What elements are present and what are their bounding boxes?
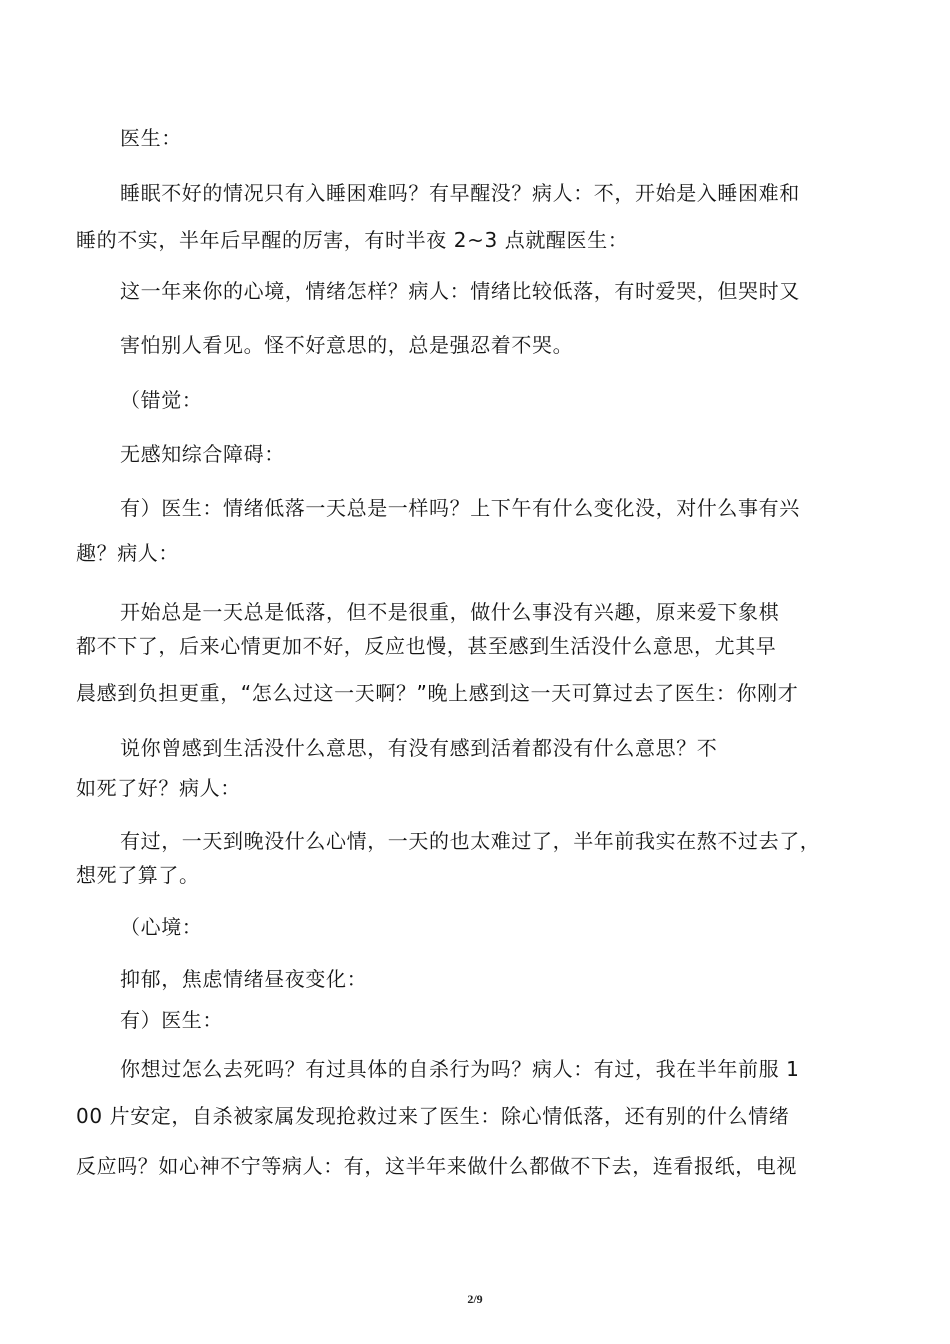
text-line: 开始总是一天总是低落，但不是很重，做什么事没有兴趣，原来爱下象棋: [120, 600, 780, 624]
page-number: 2/9: [467, 1292, 483, 1306]
text-line: 有）医生：: [120, 1008, 223, 1032]
text-line: 想死了算了。: [76, 863, 200, 887]
text-line: 睡眠不好的情况只有入睡困难吗？有早醒没？病人：不，开始是入睡困难和: [120, 181, 800, 205]
text-line: 这一年来你的心境，情绪怎样？病人：情绪比较低落，有时爱哭，但哭时又: [120, 279, 800, 303]
text-line: 如死了好？病人：: [76, 776, 241, 800]
text-line: 抑郁，焦虑情绪昼夜变化：: [120, 967, 368, 991]
text-line: 00 片安定，自杀被家属发现抢救过来了医生：除心情低落，还有别的什么情绪: [76, 1104, 790, 1128]
text-line: 都不下了，后来心情更加不好，反应也慢，甚至感到生活没什么意思，尤其早: [76, 634, 777, 658]
text-line: （错觉：: [120, 388, 203, 412]
text-line: 说你曾感到生活没什么意思，有没有感到活着都没有什么意思？不: [120, 736, 718, 760]
text-line: 反应吗？如心神不宁等病人：有，这半年来做什么都做不下去，连看报纸，电视: [76, 1154, 797, 1178]
text-line: 害怕别人看见。怪不好意思的，总是强忍着不哭。: [120, 333, 574, 357]
text-line: 无感知综合障碍：: [120, 442, 285, 466]
text-line: 医生：: [120, 126, 182, 150]
text-line: （心境：: [120, 915, 203, 939]
text-line: 睡的不实，半年后早醒的厉害，有时半夜 2~3 点就醒医生：: [76, 228, 629, 252]
text-line: 你想过怎么去死吗？有过具体的自杀行为吗？病人：有过，我在半年前服 1: [120, 1057, 800, 1081]
text-line: 趣？病人：: [76, 541, 179, 565]
text-line: 晨感到负担更重，“怎么过这一天啊？”晚上感到这一天可算过去了医生：你刚才: [76, 681, 799, 705]
text-line: 有）医生：情绪低落一天总是一样吗？上下午有什么变化没，对什么事有兴: [120, 496, 800, 520]
text-line: 有过，一天到晚没什么心情，一天的也太难过了，半年前我实在熬不过去了，: [120, 829, 821, 853]
